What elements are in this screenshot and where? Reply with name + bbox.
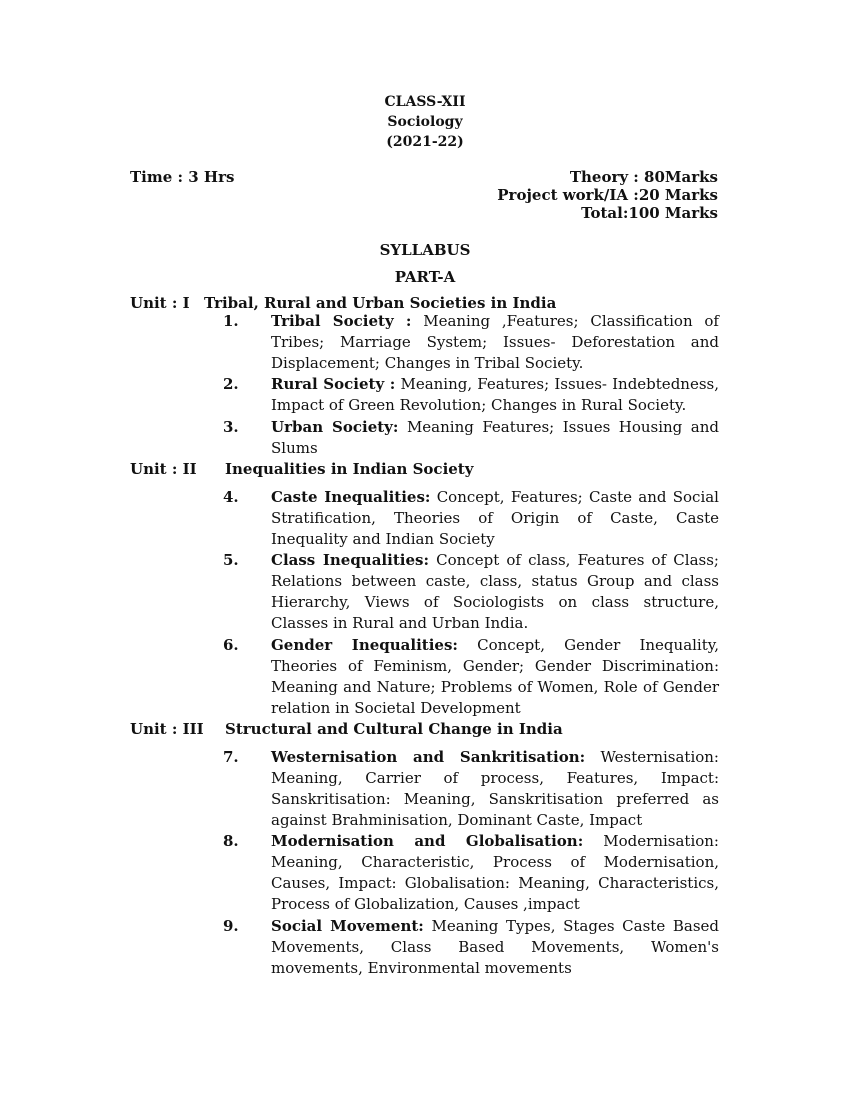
topic-title: Modernisation and Globalisation: — [271, 832, 584, 850]
project-marks: Project work/IA :20 Marks — [497, 186, 718, 204]
topic-title: Tribal Society : — [271, 312, 412, 330]
topic-number: 2. — [223, 375, 239, 393]
topic-item — [271, 311, 719, 374]
topic-item — [271, 916, 719, 979]
part-title: PART-A — [394, 268, 456, 286]
topic-text: Meaning ,Features; Classification of Tribes; Marriage System; Issues- Deforestation and Displacement; Changes in Tribal Society. — [271, 312, 719, 372]
topic-text: Meaning, Features; Issues- Indebtedness, Impact of Green Revolution; Changes in Rural Society. — [271, 375, 719, 414]
topic-item — [271, 374, 719, 416]
session-title: (2021-22) — [386, 134, 464, 150]
unit-heading — [130, 294, 556, 312]
time-label: Time : 3 Hrs — [130, 168, 235, 186]
topic-number: 7. — [223, 748, 239, 766]
unit-label: Unit : II — [130, 460, 197, 478]
unit-heading — [130, 460, 473, 478]
topic-item — [271, 487, 719, 550]
unit-heading — [130, 720, 563, 738]
topic-number: 4. — [223, 488, 239, 506]
topic-title: Class Inequalities: — [271, 551, 429, 569]
topic-text: Concept of class, Features of Class; Relations between caste, class, status Group and class Hierarchy, Views of Sociologists on class structure, Classes in Rural and Urban India. — [271, 551, 719, 632]
theory-marks: Theory : 80Marks — [569, 168, 718, 186]
topic-number: 9. — [223, 917, 239, 935]
topic-title: Rural Society : — [271, 375, 396, 393]
subject-title: Sociology — [387, 114, 463, 130]
topic-text: Modernisation: Meaning, Characteristic, Process of Modernisation, Causes, Impact: Globalisation: Meaning, Characteristics, Process of Globalization, Causes ,impact — [271, 832, 719, 913]
topic-number: 1. — [223, 312, 239, 330]
topic-text: Westernisation: Meaning, Carrier of process, Features, Impact: Sanskritisation: Meaning, Sanskritisation preferred as against Brahminisation, Dominant Caste, Impact — [271, 748, 719, 829]
unit-label: Unit : III — [130, 720, 204, 738]
topic-number: 6. — [223, 636, 239, 654]
topic-number: 8. — [223, 832, 239, 850]
class-title: CLASS-XII — [384, 94, 466, 110]
unit-title: Tribal, Rural and Urban Societies in India — [204, 294, 557, 312]
topic-title: Caste Inequalities: — [271, 488, 431, 506]
topic-item — [271, 417, 719, 459]
topic-title: Westernisation and Sankritisation: — [271, 748, 586, 766]
topic-title: Gender Inequalities: — [271, 636, 458, 654]
total-marks: Total:100 Marks — [581, 204, 718, 222]
unit-title: Inequalities in Indian Society — [225, 460, 474, 478]
topic-item — [271, 635, 719, 719]
unit-title: Structural and Cultural Change in India — [225, 720, 563, 738]
topic-text: Concept, Features; Caste and Social Stratification, Theories of Origin of Caste, Caste Inequality and Indian Society — [271, 488, 719, 548]
topic-item — [271, 831, 719, 915]
topic-item — [271, 747, 719, 831]
topic-title: Social Movement: — [271, 917, 424, 935]
topic-title: Urban Society: — [271, 418, 399, 436]
topic-number: 3. — [223, 418, 239, 436]
topic-item — [271, 550, 719, 634]
topic-text: Concept, Gender Inequality, Theories of Feminism, Gender; Gender Discrimination: Meaning and Nature; Problems of Women, Role of Gender relation in Societal Development — [271, 636, 720, 717]
topic-text: Meaning Features; Issues Housing and Slums — [271, 418, 719, 457]
topic-text: Meaning Types, Stages Caste Based Movements, Class Based Movements, Women's movements, Environmental movements — [271, 917, 719, 977]
syllabus-title: SYLLABUS — [379, 241, 471, 259]
unit-label: Unit : I — [130, 294, 190, 312]
topic-number: 5. — [223, 551, 239, 569]
